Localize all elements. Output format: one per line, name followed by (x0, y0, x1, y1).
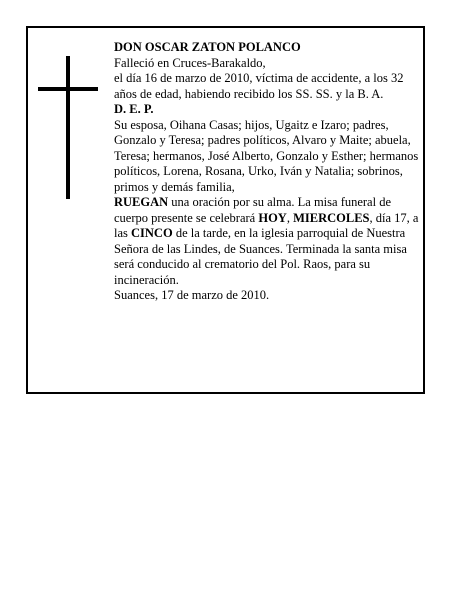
weekday-word: MIERCOLES (293, 210, 370, 225)
request-text-3: de la tarde, en la iglesia parroquial de Nuestra Señora de las Lindes, de Suances. Terminada la santa misa será conducido al crematorio del Pol. Raos, para su incineración. (114, 226, 407, 287)
family-list: Su esposa, Oihana Casas; hijos, Ugaitz e Izaro; padres, Gonzalo y Teresa; padres políticos, Alvaro y Maite; abuela, Teresa; hermanos, José Alberto, Gonzalo y Esther; hermanos políticos, Lorena, Rosana, Urko, Iván y Natalia; sobrinos, primos y demás familia, (114, 117, 419, 194)
footer-date: Suances, 17 de marzo de 2010. (114, 288, 270, 302)
funeral-request (114, 195, 422, 288)
deceased-name: DON OSCAR ZATON POLANCO (114, 40, 301, 54)
request-text-2: , día 17, a las (114, 210, 419, 240)
obituary-text (114, 40, 422, 304)
death-details: el día 16 de marzo de 2010, víctima de accidente, a los 32 años de edad, habiendo recibido los SS. SS. y la B. A. (114, 71, 404, 101)
dep-line: D. E. P. (114, 102, 154, 116)
request-text-1: una oración por su alma. La misa funeral de cuerpo presente se celebrará (114, 195, 392, 225)
death-place: Falleció en Cruces-Barakaldo, (114, 55, 266, 70)
hoy-word: HOY (258, 210, 287, 225)
cross-horizontal-bar (38, 87, 98, 91)
obituary-notice (26, 26, 425, 394)
ruegan-word: RUEGAN (114, 195, 169, 209)
request-comma: , (286, 210, 294, 225)
latin-cross-icon (38, 56, 98, 199)
cross-vertical-bar (66, 56, 70, 199)
time-word: CINCO (131, 226, 173, 240)
